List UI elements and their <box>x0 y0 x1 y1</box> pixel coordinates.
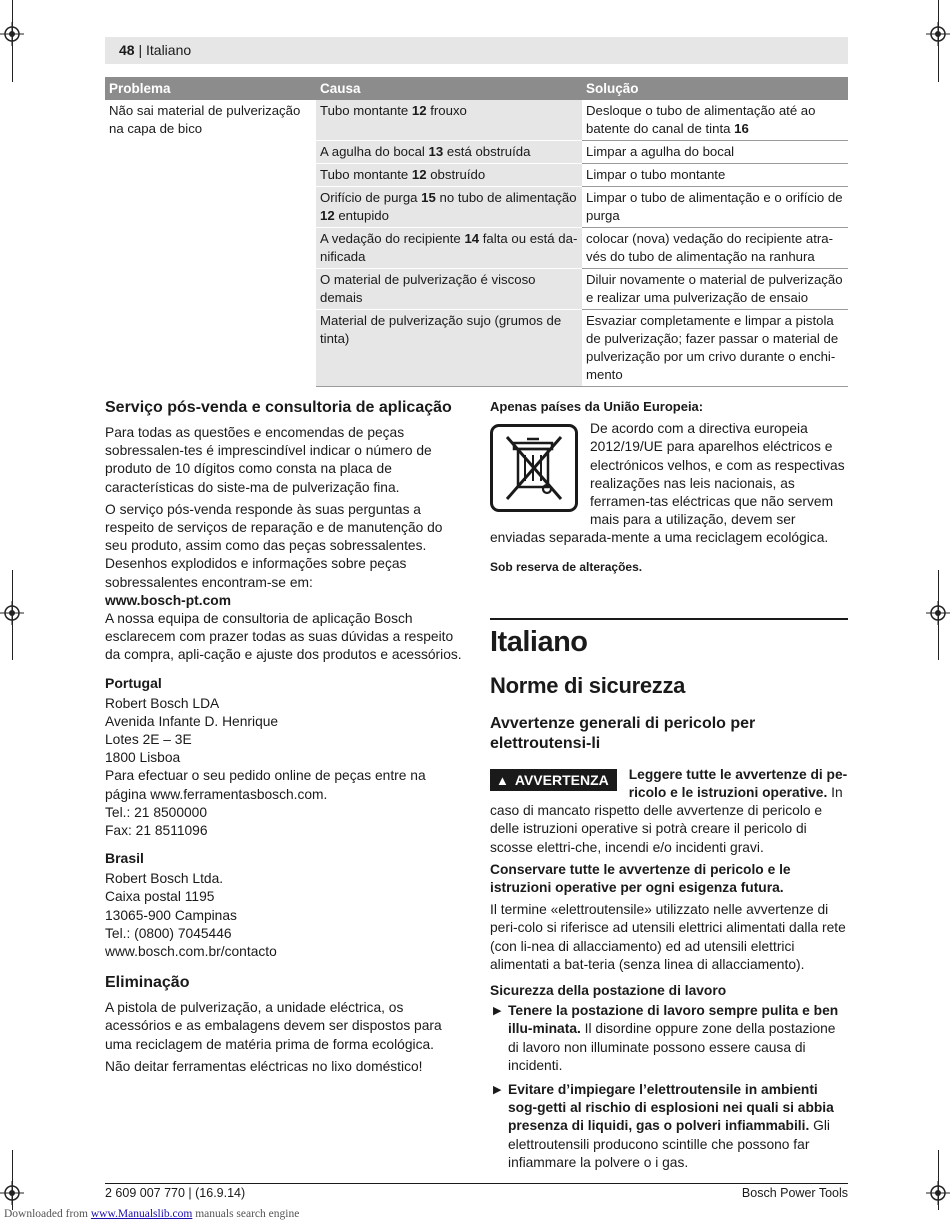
disposal-title: Eliminação <box>105 974 190 992</box>
footer-doc-number: 2 609 007 770 | (16.9.14) <box>105 1186 246 1200</box>
cause-cell: O material de pulverização é viscoso demais <box>316 269 582 310</box>
column-header-solution: Solução <box>582 77 848 100</box>
service-paragraph: O serviço pós-venda responde às suas perguntas a respeito de serviços de reparação e de manutenção do seu produto, assim como das peças sobressalentes. Desenhos explodidos e informações sobre peças sobressalentes encontram-se em: www.bosch-pt.com <box>105 501 443 608</box>
triangle-bullet-icon: ▶ <box>493 1005 502 1018</box>
brasil-heading: Brasil <box>105 850 144 867</box>
service-title: Serviço pós-venda e consultoria de aplicação <box>105 399 452 416</box>
page-number: 48 <box>119 42 135 58</box>
header-separator: | <box>138 42 143 58</box>
language-title: Italiano <box>490 618 848 660</box>
cause-cell: Material de pulverização sujo (grumos de tinta) <box>316 310 582 387</box>
table-header-row <box>105 77 848 100</box>
warning-block <box>490 766 848 857</box>
service-paragraph: Para todas as questões e encomendas de peças sobressalen-tes é imprescindível indicar o número de produto de 10 dígitos como consta na placa de características do siste-ma de pulverização fina. <box>105 425 432 495</box>
table-row <box>105 100 848 141</box>
solution-cell: Diluir novamente o material de pulverização e realizar uma pulverização de ensaio <box>582 269 848 310</box>
trim-line <box>12 570 13 660</box>
trim-line <box>938 570 939 660</box>
cause-cell: A agulha do bocal 13 está obstruída <box>316 141 582 164</box>
right-column <box>490 398 848 1178</box>
solution-cell: Desloque o tubo de alimentação até ao batente do canal de tinta 16 <box>582 100 848 141</box>
portugal-address: Robert Bosch LDA Avenida Infante D. Henrique Lotes 2E – 3E 1800 Lisboa Para efectuar o seu pedido online de peças entre na página www.ferramentasbosch.com. Tel.: 21 8500000 Fax: 21 8511096 <box>105 695 426 839</box>
header-language: Italiano <box>146 42 192 58</box>
cause-cell: Tubo montante 12 obstruído <box>316 164 582 187</box>
warning-triangle-icon: ▲ <box>496 772 509 788</box>
service-url[interactable]: www.bosch-pt.com <box>105 592 231 608</box>
page-header <box>105 37 848 64</box>
warning-badge: ▲ AVVERTENZA <box>490 769 617 791</box>
disposal-paragraph: A pistola de pulverização, a unidade eléctrica, os acessórios e as embalagens devem ser dispostos para uma reciclagem de matéria prima de forma ecológica. <box>105 1000 442 1052</box>
problem-cell: Não sai material de pulverização na capa de bico <box>105 100 316 387</box>
footer-rule <box>105 1183 848 1184</box>
solution-cell: Limpar o tubo montante <box>582 164 848 187</box>
crossed-out-wheelie-bin-icon <box>490 424 578 512</box>
list-item: ▶ Tenere la postazione di lavoro sempre pulita e ben illu-minata. Il disordine oppure zone della postazione di lavoro non illuminate possono essere causa di incidenti. <box>493 1003 839 1073</box>
safety-title: Norme di sicurezza <box>490 672 686 698</box>
triangle-bullet-icon: ▶ <box>493 1084 502 1097</box>
download-watermark: Downloaded from www.Manualslib.com manuals search engine <box>4 1208 300 1220</box>
warning-text: In caso di mancato rispetto delle avvertenze di pericolo e delle istruzioni operative si potrà creare il pericolo di scosse elettri-che, incendi e/o incidenti gravi. <box>490 785 843 855</box>
list-item: ▶ Evitare d’impiegare l’elettroutensile in ambienti sog-getti al rischio di esplosioni nei quali si abbia presenza di liquidi, gas o polveri infiammabili. Gli elettroutensili producono scintille che possono far infiammare la polvere o i gas. <box>493 1082 834 1170</box>
trim-line <box>938 0 939 82</box>
workplace-heading: Sicurezza della postazione di lavoro <box>490 983 727 999</box>
solution-cell: Limpar o tubo de alimentação e o orifício de purga <box>582 187 848 228</box>
trim-line <box>12 1150 13 1210</box>
service-paragraph: A nossa equipa de consultoria de aplicação Bosch esclarecem com prazer todas as suas dúvidas a respeito da compra, apli-cação e ajuste dos produtos e acessórios. <box>105 611 462 663</box>
solution-cell: colocar (nova) vedação do recipiente atra-vés do tubo de alimentação na ranhura <box>582 228 848 269</box>
disposal-paragraph: Não deitar ferramentas eléctricas no lixo doméstico! <box>105 1058 423 1074</box>
cause-cell: A vedação do recipiente 14 falta ou está da-nificada <box>316 228 582 269</box>
troubleshooting-table <box>105 77 848 387</box>
manualslib-link[interactable]: www.Manualslib.com <box>90 1208 193 1220</box>
solution-cell: Limpar a agulha do bocal <box>582 141 848 164</box>
general-warnings-title: Avvertenze generali di pericolo per elettroutensi-li <box>490 714 756 752</box>
left-column <box>105 398 463 1080</box>
keep-instructions: Conservare tutte le avvertenze di pericolo e le istruzioni operative per ogni esigenza futura. <box>490 861 791 896</box>
cause-cell: Orifício de purga 15 no tubo de alimentação 12 entupido <box>316 187 582 228</box>
warning-bold: Leggere tutte le avvertenze di pe-ricolo e le istruzioni operative. <box>628 766 848 801</box>
eu-block <box>490 420 848 547</box>
brasil-address: Robert Bosch Ltda. Caixa postal 1195 13065-900 Campinas Tel.: (0800) 7045446 www.bosch.com.br/contacto <box>105 871 277 960</box>
eu-text: De acordo com a directiva europeia 2012/19/UE para aparelhos eléctricos e electrónicos velhos, e com as respectivas realizações nas leis nacionais, as ferramen-tas eléctricas que não servem mais para a utilização, devem ser enviadas separada-mente a uma reciclagem ecológica. <box>490 421 845 546</box>
reserve-note: Sob reserva de alterações. <box>490 559 643 574</box>
column-header-problem: Problema <box>105 77 316 100</box>
cause-cell: Tubo montante 12 frouxo <box>316 100 582 141</box>
footer-brand: Bosch Power Tools <box>741 1186 848 1200</box>
trim-line <box>938 1150 939 1210</box>
eu-heading: Apenas países da União Europeia: <box>490 399 704 414</box>
solution-cell: Esvaziar completamente e limpar a pistola de pulverização; fazer passar o material de pulverização por um crivo durante o enchi-mento <box>582 310 848 387</box>
portugal-heading: Portugal <box>105 674 162 691</box>
column-header-cause: Causa <box>316 77 582 100</box>
term-paragraph: Il termine «elettroutensile» utilizzato nelle avvertenze di peri-colo si riferisce ad utensili elettrici alimentati dalla rete (con li-nea di allacciamento) ed ad utensili elettrici alimentati a bat-teria (senza linea di allacciamento). <box>490 902 846 972</box>
trim-line <box>12 0 13 82</box>
